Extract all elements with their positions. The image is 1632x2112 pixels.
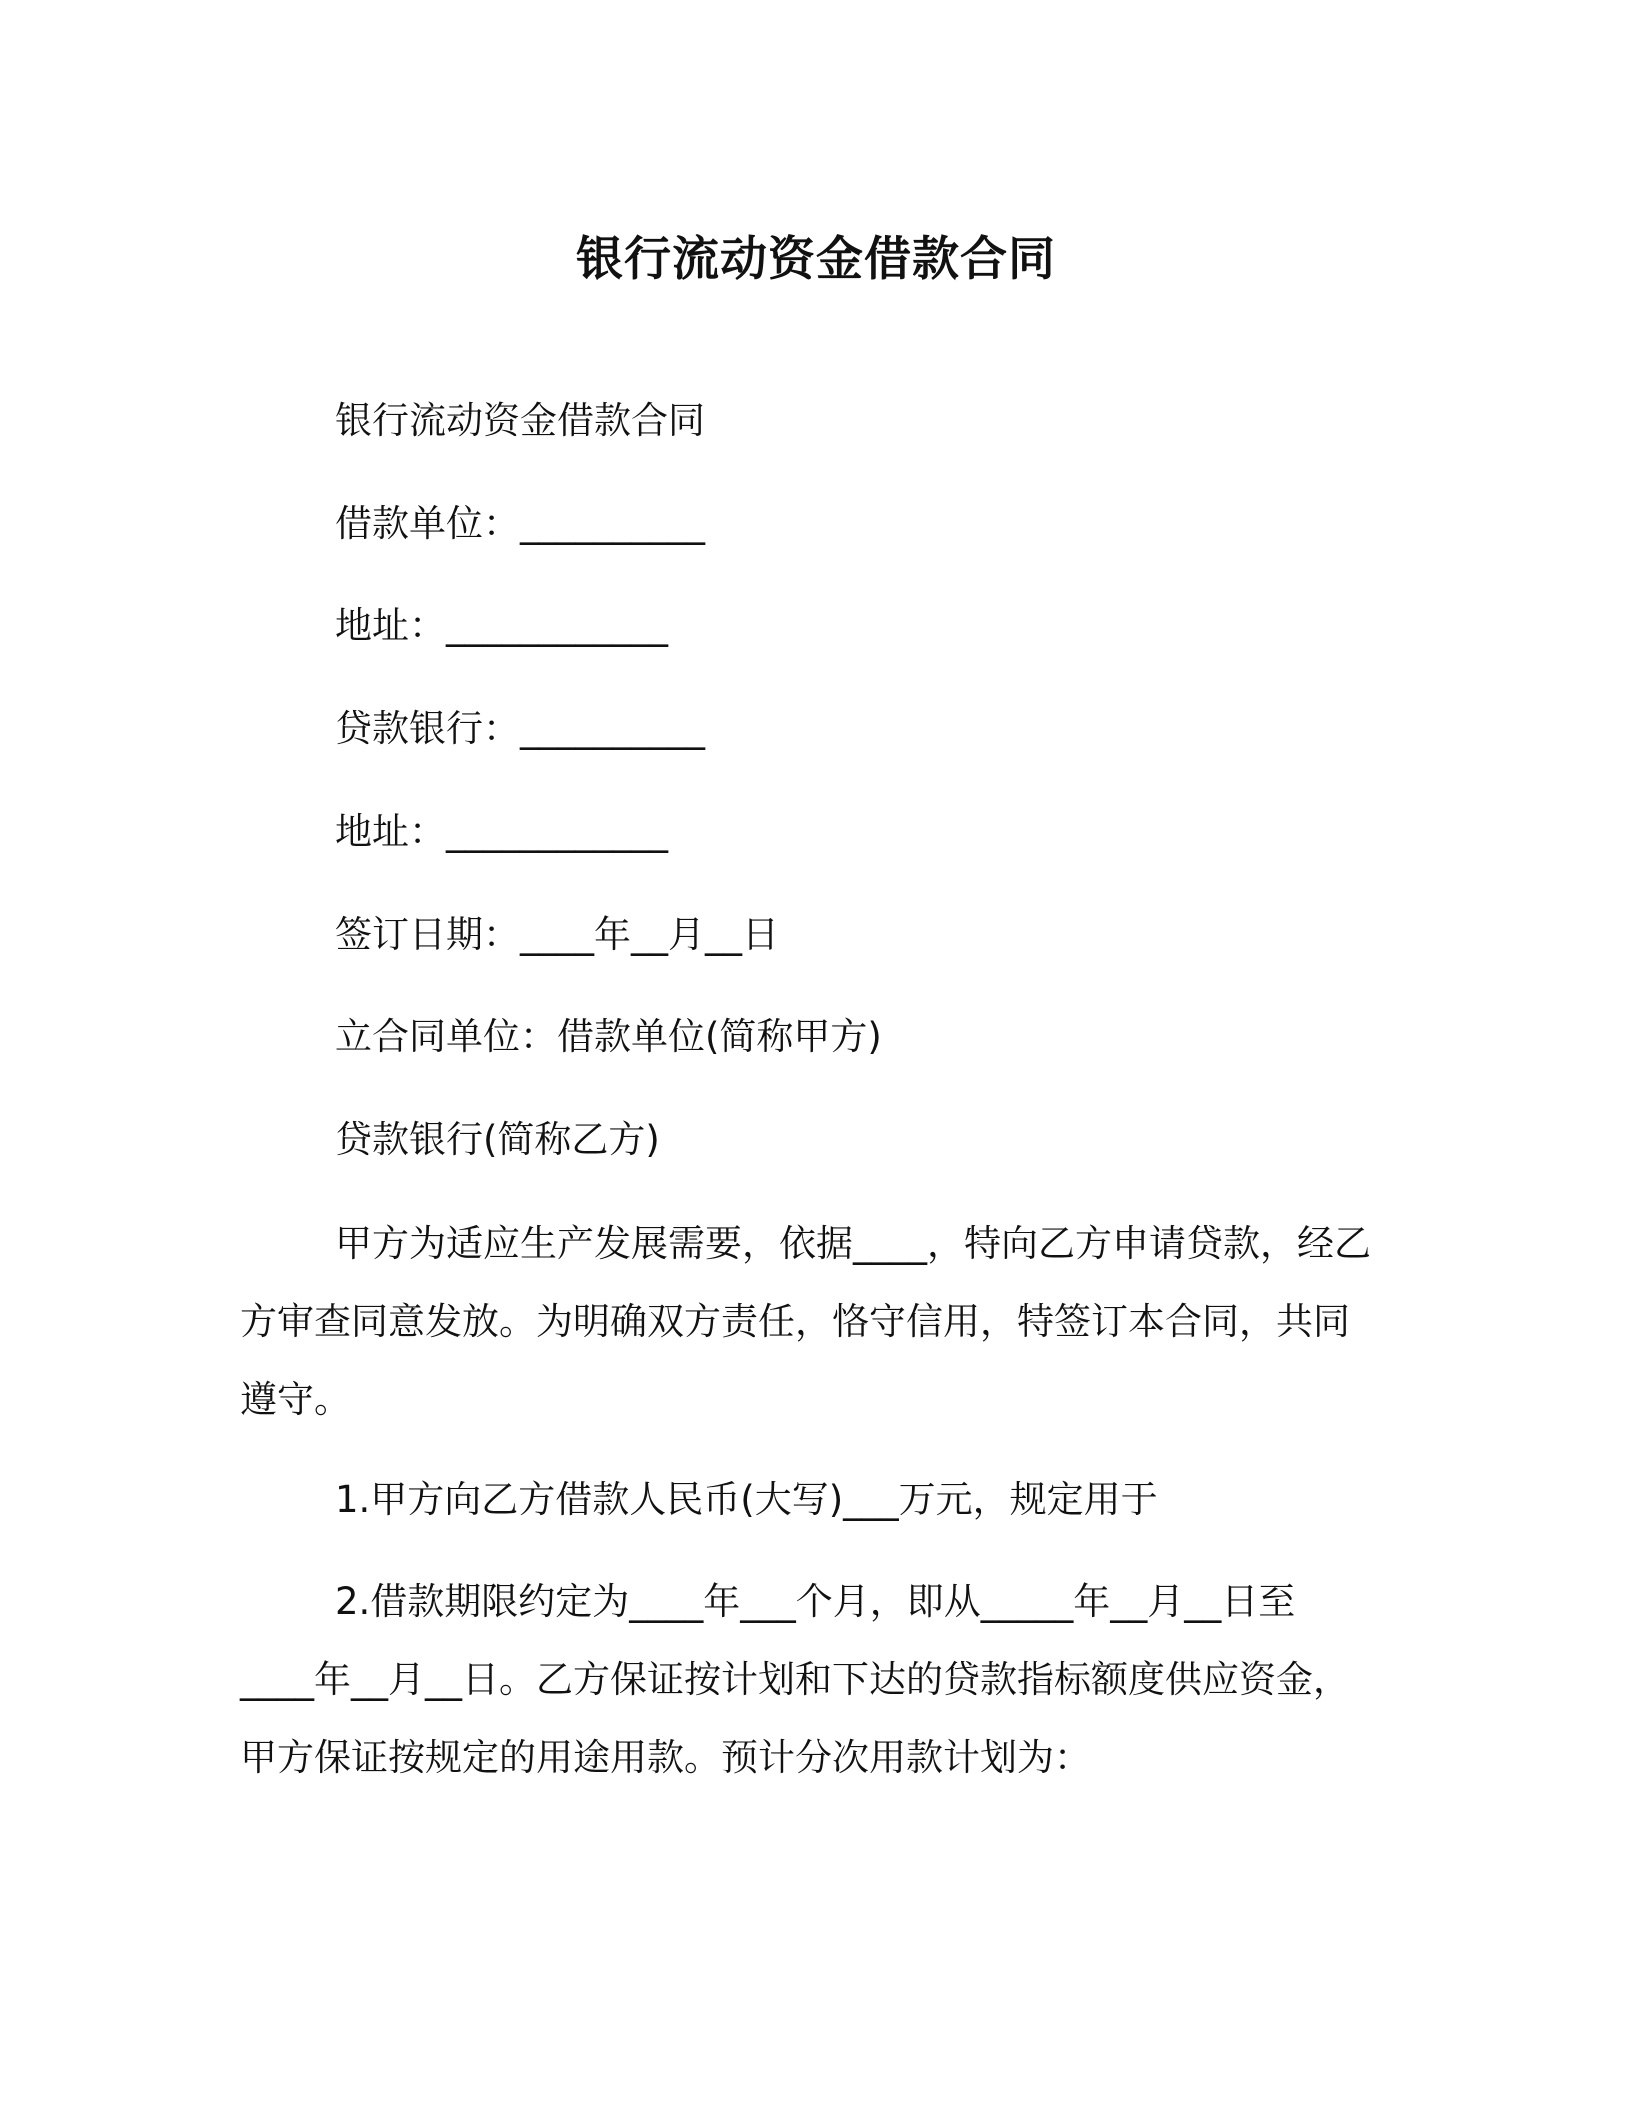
clause-2-paragraph	[240, 1563, 1380, 1797]
borrower-address-field: 地址：____________	[335, 604, 668, 647]
document-title: 银行流动资金借款合同	[576, 232, 1056, 287]
intro-line: 遵守。	[240, 1378, 351, 1421]
borrower-field: 借款单位：__________	[335, 502, 705, 545]
intro-line: 甲方为适应生产发展需要，依据____，特向乙方申请贷款，经乙	[335, 1222, 1371, 1265]
party-a-line: 立合同单位：借款单位(简称甲方)	[335, 1015, 882, 1058]
clause-2-line: 2.借款期限约定为____年___个月，即从_____年__月__日至	[335, 1580, 1296, 1623]
intro-paragraph	[240, 1205, 1380, 1439]
clause-2-line: ____年__月__日。乙方保证按计划和下达的贷款指标额度供应资金，	[240, 1658, 1350, 1701]
lender-address-field: 地址：____________	[335, 810, 668, 853]
document-subtitle: 银行流动资金借款合同	[335, 399, 705, 442]
intro-line: 方审查同意发放。为明确双方责任，恪守信用，特签订本合同，共同	[240, 1300, 1350, 1343]
clause-2-line: 甲方保证按规定的用途用款。预计分次用款计划为：	[240, 1736, 1091, 1779]
sign-date-field: 签订日期：____年__月__日	[335, 913, 779, 956]
lender-bank-field: 贷款银行：__________	[335, 707, 705, 750]
clause-1: 1.甲方向乙方借款人民币(大写)___万元，规定用于	[335, 1478, 1158, 1521]
party-b-line: 贷款银行(简称乙方)	[335, 1118, 660, 1161]
